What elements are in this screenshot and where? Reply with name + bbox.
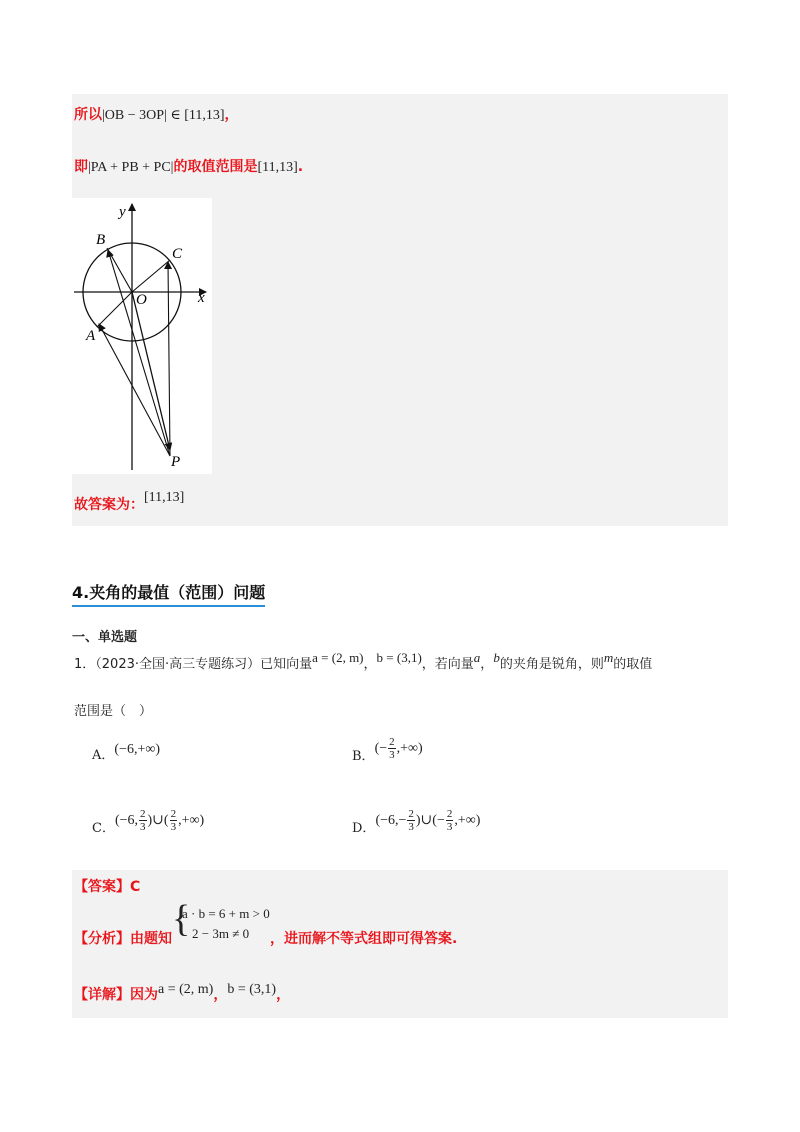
- answer-line-top: 故答案为：[11,13]: [74, 490, 185, 513]
- option-A[interactable]: A．(−6,+∞): [92, 742, 160, 763]
- solution-line-2: 即|PA + PB + PC|的取值范围是[11,13].: [74, 159, 304, 175]
- vector-PB: [108, 250, 170, 456]
- option-B[interactable]: $_{B.}$(− $\frac{2}{3}$ ,+∞): [352, 736, 423, 764]
- label-O: O: [136, 292, 147, 308]
- vector-PA: [99, 324, 170, 456]
- fraction: $\frac{2}{3}$: [140, 808, 146, 833]
- system-line-2: 2 − 3m ≠ 0: [192, 926, 250, 941]
- label-A: A: [86, 328, 96, 344]
- label-y: y: [119, 204, 126, 220]
- label-P: P: [171, 454, 181, 470]
- answer-line: 【答案】C: [74, 879, 141, 895]
- fraction: $\frac{2}{3}$: [389, 736, 395, 761]
- vector-PC: [168, 262, 170, 456]
- answer-range: [11,13]: [144, 490, 185, 505]
- vector-OA: [97, 292, 132, 327]
- vector-OB: [107, 248, 132, 292]
- analysis-line: 【分析】由题知: [74, 931, 172, 947]
- modulus-expression: |OB − 3OP| ∈ [11,13]: [102, 108, 225, 123]
- vector-OC: [132, 260, 170, 292]
- fraction: $\frac{2}{3}$: [408, 808, 414, 833]
- vector-OP: [132, 292, 170, 450]
- vector-figure: [72, 198, 212, 474]
- vector-sum-expression: |PA + PB + PC|: [88, 160, 174, 175]
- fraction: $\frac{2}{3}$: [170, 808, 177, 833]
- label-x: x: [198, 290, 205, 306]
- subsection-title: 一、单选题: [72, 630, 138, 645]
- vector-b-def: b = (3,1): [376, 650, 422, 665]
- vector-a-def: a = (2, m): [312, 650, 364, 665]
- option-C[interactable]: $_{C.}$(−6, $\frac{2}{3}$ )∪( $\frac{2}{3}$ ,+∞): [92, 808, 205, 836]
- system-line-1: a · b = 6 + m > 0: [182, 906, 270, 921]
- option-D[interactable]: $_{D.}$(−6,− $\frac{2}{3}$ )∪(− $\frac{2}{3}$ ,+∞): [352, 808, 481, 836]
- question-line-1: 1．（2023·全国·高三专题练习）已知向量a = (2, m)，b = (3,1)，若向量a，b的夹角是锐角，则m的取值: [74, 650, 653, 672]
- detail-line: 【详解】因为a = (2, m)，b = (3,1)，: [74, 982, 291, 1003]
- range-value: [11,13]: [257, 160, 298, 175]
- label-B: B: [96, 232, 106, 248]
- fraction: $\frac{2}{3}$: [446, 808, 453, 833]
- label-C: C: [172, 246, 183, 262]
- detail-vector-a: a = (2, m): [158, 982, 214, 997]
- vector-figure-svg: [72, 198, 212, 474]
- question-line-2: 范围是（ ）: [74, 704, 153, 719]
- analysis-suffix: ，进而解不等式组即可得答案.: [270, 931, 458, 947]
- detail-vector-b: b = (3,1): [227, 982, 277, 997]
- section-title: 4.夹角的最值（范围）问题: [72, 580, 265, 607]
- solution-line-1: 所以|OB − 3OP| ∈ [11,13]，: [74, 107, 239, 123]
